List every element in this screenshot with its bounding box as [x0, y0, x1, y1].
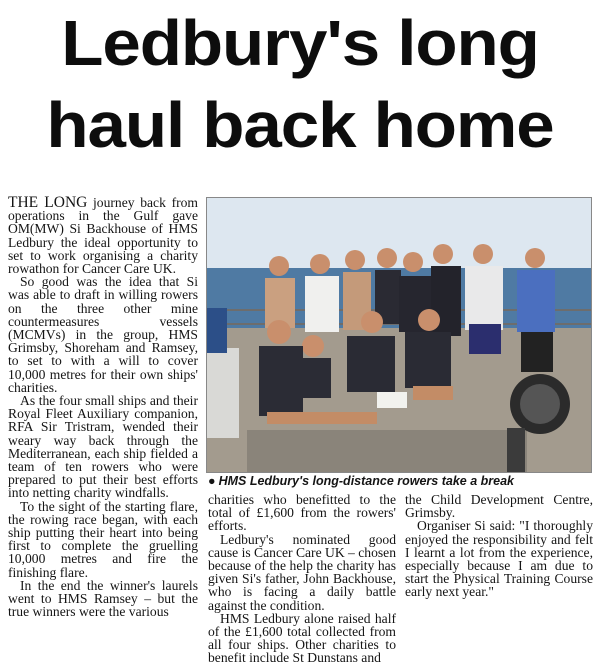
article-paragraph: charities who benefitted to the total of £1,600 from the rowers' efforts.: [208, 492, 396, 534]
article-paragraph: In the end the winner's laurels went to HMS Ramsey – but the true winners were the various: [8, 577, 198, 620]
article-paragraph: HMS Ledbury alone raised half of the £1,600 total collected from all four ships. Other charities to benefit include St Dunstans and: [208, 610, 396, 665]
article-paragraph: Organiser Si said: "I thoroughly enjoyed the responsibility and felt I learnt a lot from the experience, especially because I am due to start the Physical Training Course early next year.": [405, 518, 593, 600]
caption-bullet-icon: ●: [208, 474, 216, 488]
headline-line-1: Ledbury's long: [61, 7, 539, 79]
article-paragraph: Ledbury's nominated good cause is Cancer Care UK – chosen because of the help the charity has given Si's father, John Backhouse, who is facing a daily battle against the condition.: [208, 531, 396, 613]
photo-caption-text: HMS Ledbury's long-distance rowers take a break: [218, 474, 514, 488]
headline: [0, 2, 600, 166]
crew-photo-illustration: [207, 198, 591, 472]
crew-photo: [206, 197, 592, 473]
article-column-2: [208, 493, 396, 665]
article-paragraph: the Child Development Centre, Grimsby.: [405, 492, 593, 521]
headline-line-2: haul back home: [46, 89, 554, 161]
photo-caption: [208, 474, 596, 489]
article-column-3: [405, 493, 593, 599]
article-lead-phrase: THE LONG: [8, 194, 88, 211]
article-paragraph: So good was the idea that Si was able to draft in willing rowers on the three other mine countermeasures vessels (MCMVs) in the group, HMS Grimsby, Shoreham and Ramsey, to set to with a will to cover 10,000 metres for their own ships' charities.: [8, 274, 198, 395]
article-paragraph: To the sight of the starting flare, the rowing race began, with each ship putting their heart into being first to complete the gruelling 10,000 metres and fire the finishing flare.: [8, 498, 198, 580]
article-paragraph: As the four small ships and their Royal Fleet Auxiliary companion, RFA Sir Tristram, wended their weary way back through the Mediterranean, each ship fielded a team of ten rowers who were prepared to put their best efforts into netting charity windfalls.: [8, 393, 198, 501]
article-column-1: [8, 196, 198, 619]
article-paragraph: THE LONG journey back from operations in the Gulf gave OM(MW) Si Backhouse of HMS Ledbury the ideal opportunity to set to work organising a charity rowathon for Cancer Care UK.: [8, 194, 198, 277]
